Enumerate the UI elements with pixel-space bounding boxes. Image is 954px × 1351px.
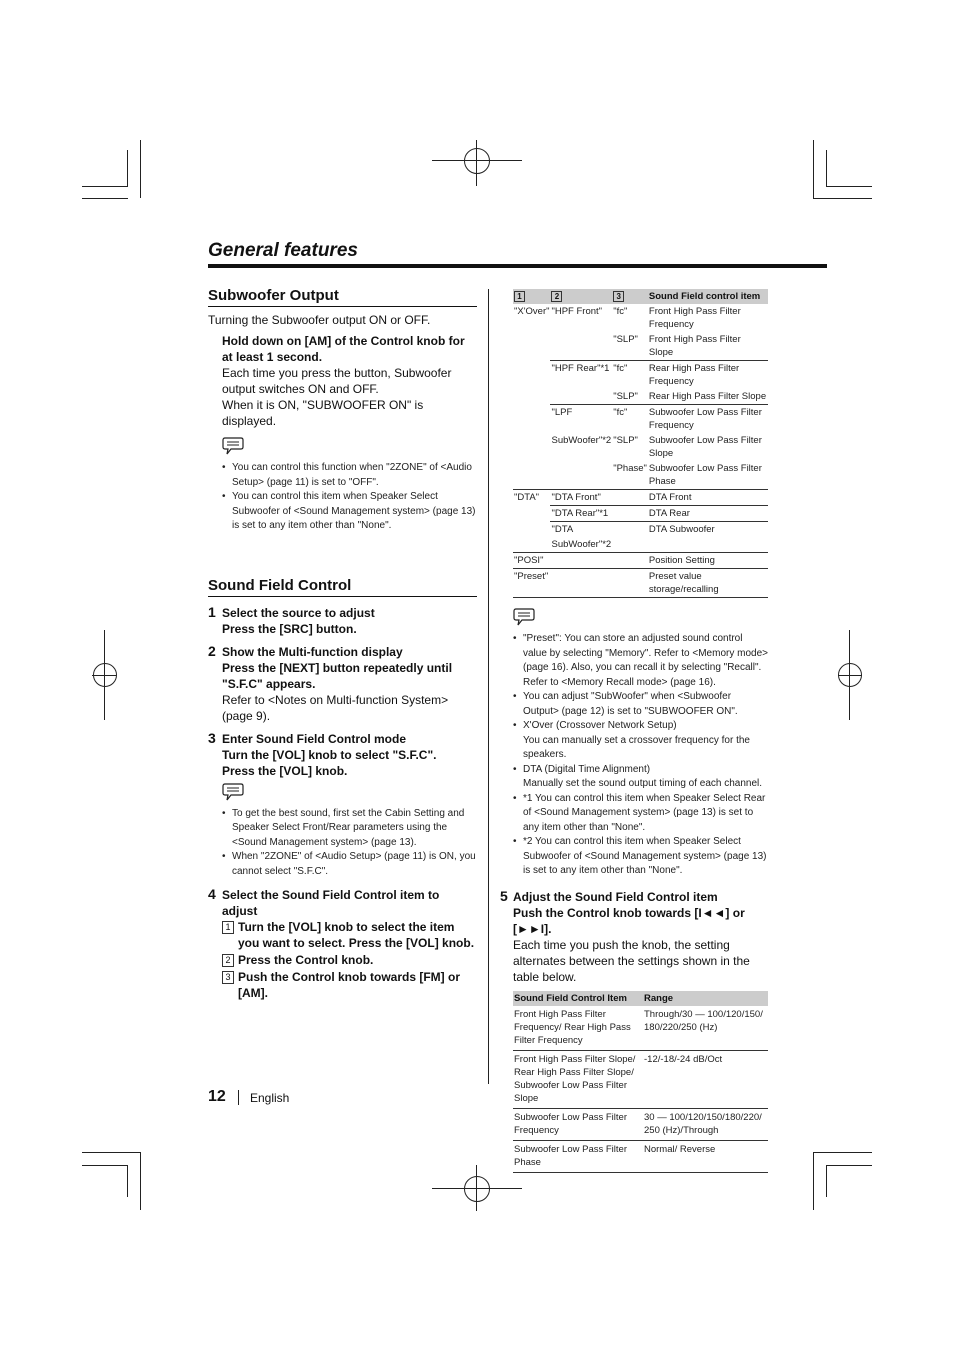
- step-1: [208, 605, 477, 637]
- step-number: 4: [208, 886, 216, 902]
- sfc-heading: Sound Field Control: [208, 578, 477, 597]
- note-item: • You can adjust "SubWoofer" when <Subwoofer Output> (page 12) is set to "SUBWOOFER ON".: [513, 690, 769, 719]
- note-dta-title: DTA (Digital Time Alignment): [523, 763, 651, 775]
- table-row: "POSI" Position Setting: [513, 553, 768, 569]
- note-icon: [513, 608, 535, 626]
- table-header: [513, 289, 768, 304]
- sound-field-items-table: [513, 289, 768, 598]
- table-row: "HPF Rear"*1 "fc" Rear High Pass Filter Frequency: [513, 361, 768, 390]
- step-number: 1: [208, 603, 216, 620]
- subwoofer-desc2: When it is ON, "SUBWOOFER ON" is displayed.: [222, 398, 424, 428]
- substep-number: 2: [222, 954, 234, 967]
- step-title: Show the Multi-function display: [222, 644, 403, 659]
- note-item: • *2 You can control this item when Speaker Select Subwoofer of <Sound Management system> (page 13) is set to any item other than "None".: [513, 835, 769, 879]
- subwoofer-notes: [222, 461, 477, 534]
- step-number: 5: [500, 887, 508, 904]
- note-item: • *1 You can control this item when Speaker Select Rear of <Sound Management system> (page 13) is set to any item other than "None".: [513, 792, 769, 836]
- step-3: [208, 731, 477, 779]
- step-action: Press the [NEXT] button repeatedly until "S.F.C" appears.: [222, 660, 453, 691]
- step-title: Enter Sound Field Control mode: [222, 731, 406, 746]
- substep-text: Push the Control knob towards [FM] or [AM].: [238, 970, 460, 1000]
- step-number: 2: [208, 642, 216, 659]
- note-item: • You can control this function when "2ZONE" of <Audio Setup> (page 11) is set to "OFF".: [222, 461, 477, 490]
- left-column: [208, 288, 477, 1001]
- subwoofer-intro: Turning the Subwoofer output ON or OFF.: [208, 313, 431, 327]
- table-row: "LPF "fc" Subwoofer Low Pass Filter Frequency: [513, 405, 768, 434]
- column-divider: [488, 289, 489, 1084]
- range-table: [513, 991, 768, 1173]
- step-title: Adjust the Sound Field Control item: [513, 889, 718, 904]
- step3-notes: [222, 807, 477, 880]
- note-xover-detail: You can manually set a crossover frequency for the speakers.: [523, 734, 750, 760]
- step-desc: Refer to <Notes on Multi-function System> (page 9).: [222, 692, 449, 723]
- page-title: General features: [208, 240, 358, 261]
- substep-1: [222, 919, 477, 951]
- table-row: "DTA Rear"*1 DTA Rear: [513, 506, 768, 522]
- note-xover-title: X'Over (Crossover Network Setup): [523, 720, 677, 731]
- title-rule: [208, 264, 827, 268]
- step-2: [208, 644, 477, 724]
- note-item: [513, 763, 769, 792]
- note-item: • When "2ZONE" of <Audio Setup> (page 11) is ON, you cannot select "S.F.C".: [222, 850, 477, 879]
- step-desc: Each time you push the knob, the setting alternates between the settings shown in the table below.: [513, 937, 750, 984]
- header-col-1: 1: [514, 291, 525, 302]
- substep-number: 3: [222, 971, 234, 984]
- substep-number: 1: [222, 921, 234, 934]
- table-row: "Phase" Subwoofer Low Pass Filter Phase: [613, 463, 762, 487]
- note-item: • You can control this item when Speaker Select Subwoofer of <Sound Management system> (page 13) is set to any item other than "None".: [222, 490, 477, 534]
- subwoofer-desc1: Each time you press the button, Subwoofer output switches ON and OFF.: [222, 366, 452, 396]
- right-column: [500, 289, 769, 1173]
- table-row: "DTA DTA Subwoofer: [513, 522, 768, 538]
- step-title: Select the Sound Field Control item to adjust: [222, 888, 440, 918]
- table-row: SubWoofer"*2 "SLP" Subwoofer Low Pass Filter Slope: [551, 435, 762, 459]
- table-row: "SLP" Front High Pass Filter Slope: [613, 334, 741, 358]
- footer-separator: [238, 1090, 239, 1105]
- note-dta-detail: Manually set the sound output timing of each channel.: [523, 778, 763, 789]
- note-icon: [222, 783, 244, 801]
- step-4: [208, 887, 477, 1001]
- subwoofer-instruction: Hold down on [AM] of the Control knob for at least 1 second.: [222, 334, 465, 364]
- table-row: "X'Over" "HPF Front" "fc" Front High Pass Filter Frequency: [514, 306, 741, 330]
- note-item: [513, 719, 769, 763]
- step-number: 3: [208, 729, 216, 746]
- substep-2: [222, 952, 477, 968]
- substep-text: Press the Control knob.: [238, 953, 374, 967]
- subwoofer-heading: Subwoofer Output: [208, 288, 477, 307]
- table-row: Front High Pass Filter Frequency/ Rear High Pass Filter Frequency Through/30 — 100/120/150/ 180/220/250 (Hz): [513, 1006, 768, 1051]
- header-col-2: 2: [551, 291, 562, 302]
- note-item: • To get the best sound, first set the Cabin Setting and Speaker Select Front/Rear parameters using the <Sound Management system> (page 13).: [222, 807, 477, 851]
- page-number: 12: [208, 1088, 226, 1105]
- header-col-3: 3: [613, 291, 624, 302]
- table-row: Front High Pass Filter Slope/ Rear High Pass Filter Slope/ Subwoofer Low Pass Filter Slope -12/-18/-24 dB/Oct: [513, 1050, 768, 1108]
- table-row: Subwoofer Low Pass Filter Frequency 30 — 100/120/150/180/220/ 250 (Hz)/Through: [513, 1108, 768, 1140]
- header-item: Sound Field Control Item: [513, 991, 643, 1006]
- step-action: Turn the [VOL] knob to select "S.F.C".: [222, 747, 437, 762]
- table-row: "Preset" Preset value storage/recalling: [513, 569, 768, 598]
- substep-3: [222, 969, 477, 1001]
- step-action: Press the [VOL] knob.: [222, 763, 348, 778]
- header-col-4: Sound Field control item: [648, 289, 768, 304]
- table-header: [513, 991, 768, 1006]
- table-row: SubWoofer"*2: [551, 539, 612, 550]
- table-row: Subwoofer Low Pass Filter Phase Normal/ Reverse: [513, 1140, 768, 1172]
- table-row: "SLP" Rear High Pass Filter Slope: [613, 391, 767, 402]
- table-row: "DTA" "DTA Front" DTA Front: [513, 490, 768, 506]
- right-notes: [513, 632, 769, 879]
- header-range: Range: [643, 991, 768, 1006]
- step-action: Press the [SRC] button.: [222, 621, 357, 636]
- step-title: Select the source to adjust: [222, 605, 375, 620]
- footer-language: English: [250, 1091, 290, 1105]
- note-icon: [222, 437, 244, 455]
- step-5: [500, 887, 769, 985]
- note-item: • "Preset": You can store an adjusted sound control value by selecting "Memory". Refer to <Memory mode> (page 16). Also, you can recall it by selecting "Recall". Refer to <Memory Recall mode> (page 16).: [513, 632, 769, 690]
- step-action: Push the Control knob towards [I◄◄] or [►►I].: [513, 905, 745, 936]
- substep-text: Turn the [VOL] knob to select the item you want to select. Press the [VOL] knob.: [238, 920, 475, 950]
